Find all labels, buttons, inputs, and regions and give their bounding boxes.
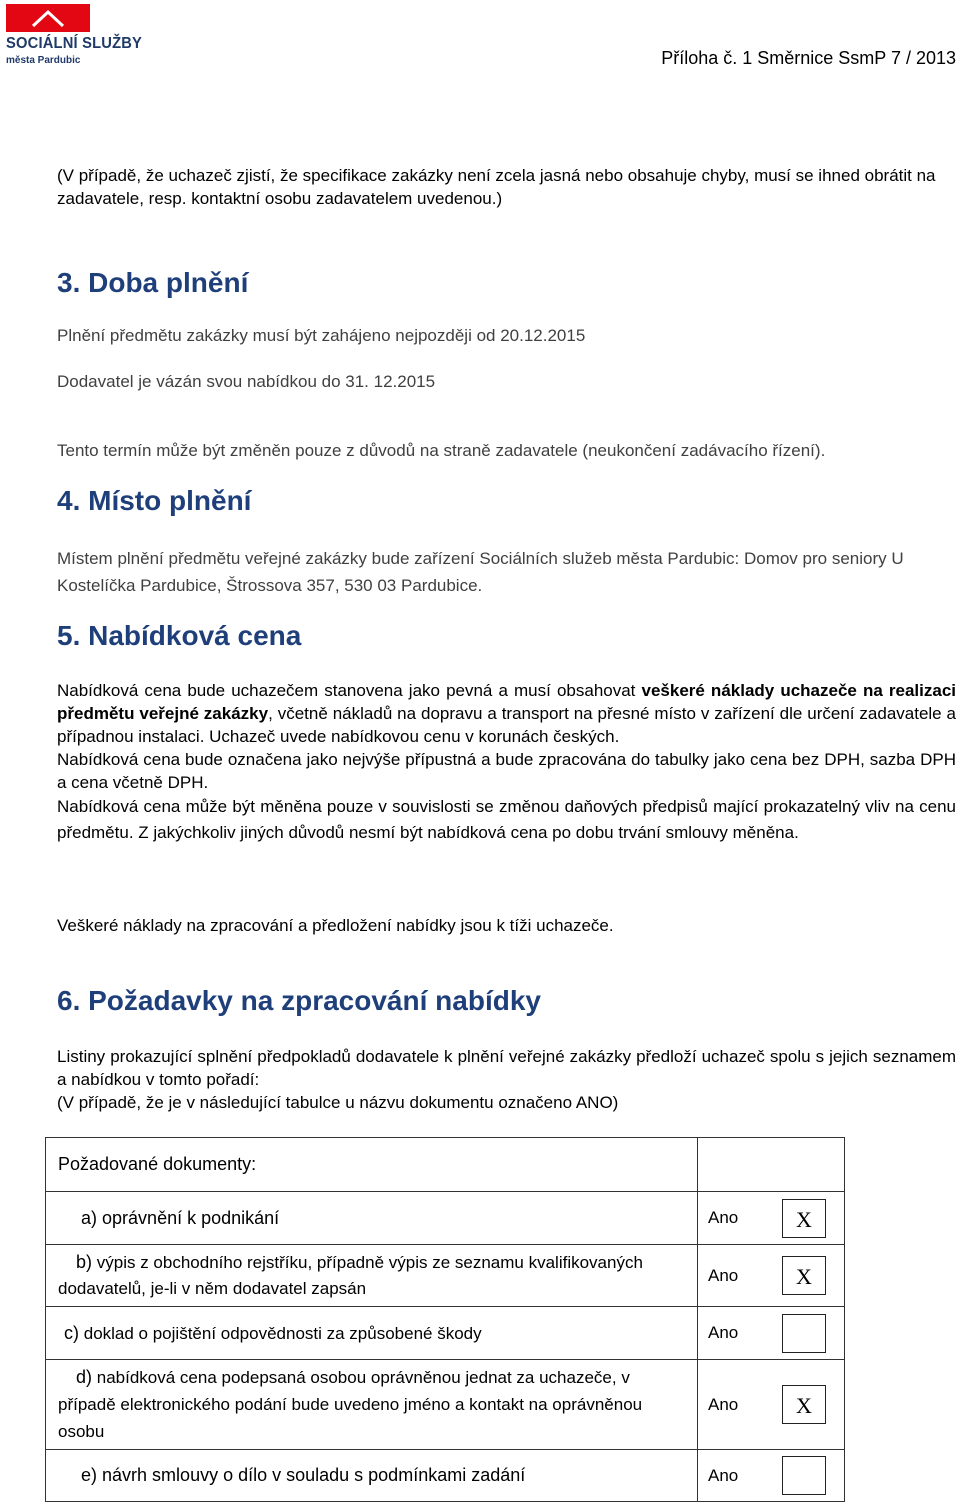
ano-label: Ano [698, 1450, 779, 1502]
table-row [46, 1307, 845, 1360]
ano-label: Ano [698, 1307, 779, 1360]
p1-bold: veškeré náklady uchazeče na realizaci předmětu veřejné zakázky [57, 681, 956, 723]
table-header: Požadované dokumenty: [46, 1138, 698, 1192]
checkbox[interactable] [782, 1256, 826, 1295]
table-row [46, 1245, 845, 1307]
p1-end: , včetně nákladů na dopravu a transport na přesné místo v zařízení dle určení zadavatele a případnou instalaci. Uchazeč uvede nabídkovou cenu v korunách českých. [57, 704, 956, 746]
section-5-title: 5. Nabídková cena [57, 620, 302, 651]
check-mark: X [796, 1264, 812, 1289]
document-b [46, 1245, 698, 1307]
checkbox-cell [778, 1192, 845, 1245]
p1-start: Nabídková cena bude uchazečem stanovena jako pevná a musí obsahovat [57, 681, 642, 700]
intro-note: (V případě, že uchazeč zjistí, že specifikace zakázky není zcela jasná nebo obsahuje chyby, musí se ihned obrátit na zadavatele, resp. kontaktní osobu zadavatelem uvedenou.) [57, 166, 936, 208]
checkbox-cell [778, 1360, 845, 1450]
section-5-paragraph-4: Veškeré náklady na zpracování a předložení nabídky jsou k tíži uchazeče. [57, 916, 614, 935]
row-label: návrh smlouvy o dílo v souladu s podmínkami zadání [102, 1465, 526, 1485]
row-prefix: d) [76, 1367, 93, 1387]
check-mark: X [796, 1393, 812, 1418]
document-a [46, 1192, 698, 1245]
table-row [46, 1450, 845, 1502]
checkbox-cell [778, 1307, 845, 1360]
row-prefix: a) [81, 1207, 98, 1228]
logo [4, 4, 143, 68]
checkbox[interactable] [782, 1314, 826, 1353]
logo-name: SOCIÁLNÍ SLUŽBY [6, 35, 143, 52]
checkbox[interactable] [782, 1456, 826, 1495]
section-6-title: 6. Požadavky na zpracování nabídky [57, 985, 541, 1016]
row-label: doklad o pojištění odpovědnosti za způsobené škody [83, 1323, 482, 1343]
check-mark: X [796, 1206, 812, 1232]
document-c [46, 1307, 698, 1360]
checkbox[interactable] [782, 1385, 826, 1424]
table-header-row [46, 1138, 845, 1192]
section-6-text-2: (V případě, že je v následující tabulce u názvu dokumentu označeno ANO) [57, 1093, 619, 1112]
table-header-empty [698, 1138, 845, 1192]
table-row [46, 1360, 845, 1450]
checkbox-cell [778, 1245, 845, 1307]
document-d [46, 1360, 698, 1450]
section-3-line-2: Dodavatel je vázán svou nabídkou do 31. 12.2015 [57, 372, 436, 391]
required-documents-table [45, 1137, 845, 1502]
checkbox-cell [778, 1450, 845, 1502]
logo-roof-icon [6, 4, 90, 32]
row-prefix: e) [81, 1465, 98, 1485]
row-prefix: c) [64, 1322, 79, 1343]
section-5-body [57, 679, 956, 846]
logo-city: města Pardubic [6, 55, 81, 66]
ano-label: Ano [698, 1192, 779, 1245]
section-5-paragraph-3: Nabídková cena může být měněna pouze v souvislosti se změnou daňových předpisů mající prokazatelný vliv na cenu předmětu. Z jakýchkoliv jiných důvodů nesmí být nabídková cena po dobu trvání smlouvy měněna. [57, 797, 956, 842]
row-prefix: b) [76, 1252, 93, 1272]
section-5-paragraph-2: Nabídková cena bude označena jako nejvýše přípustná a bude zpracována do tabulky jako cena bez DPH, sazba DPH a cena včetně DPH. [57, 750, 956, 792]
document-e [46, 1450, 698, 1502]
section-3-line-3: Tento termín může být změněn pouze z důvodů na straně zadavatele (neukončení zadávacího řízení). [57, 441, 826, 460]
section-3-title: 3. Doba plnění [57, 267, 249, 298]
table-row [46, 1192, 845, 1245]
section-3-line-1: Plnění předmětu zakázky musí být zahájeno nejpozději od 20.12.2015 [57, 326, 586, 345]
section-4-text: Místem plnění předmětu veřejné zakázky bude zařízení Sociálních služeb města Pardubic: Domov pro seniory U Kostelíčka Pardubice, Štrossova 357, 530 03 Pardubice. [57, 549, 904, 595]
ano-label: Ano [698, 1360, 779, 1450]
section-6-body [57, 1045, 956, 1114]
row-label: výpis z obchodního rejstříku, případně výpis ze seznamu kvalifikovaných dodavatelů, je-li v něm dodavatel zapsán [58, 1253, 643, 1298]
document-reference: Příloha č. 1 Směrnice SsmP 7 / 2013 [661, 48, 956, 68]
section-6-text-1: Listiny prokazující splnění předpokladů dodavatele k plnění veřejné zakázky předloží uchazeč spolu s jejich seznamem a nabídkou v tomto pořadí: [57, 1047, 956, 1089]
row-label: oprávnění k podnikání [102, 1207, 280, 1228]
section-4-title: 4. Místo plnění [57, 485, 252, 516]
section-5-paragraph-1 [57, 679, 956, 748]
row-label: nabídková cena podepsaná osobou oprávněnou jednat za uchazeče, v případě elektronického podání bude uvedeno jméno a kontakt na oprávněnou osobu [58, 1368, 643, 1441]
checkbox[interactable] [782, 1199, 826, 1238]
ano-label: Ano [698, 1245, 779, 1307]
